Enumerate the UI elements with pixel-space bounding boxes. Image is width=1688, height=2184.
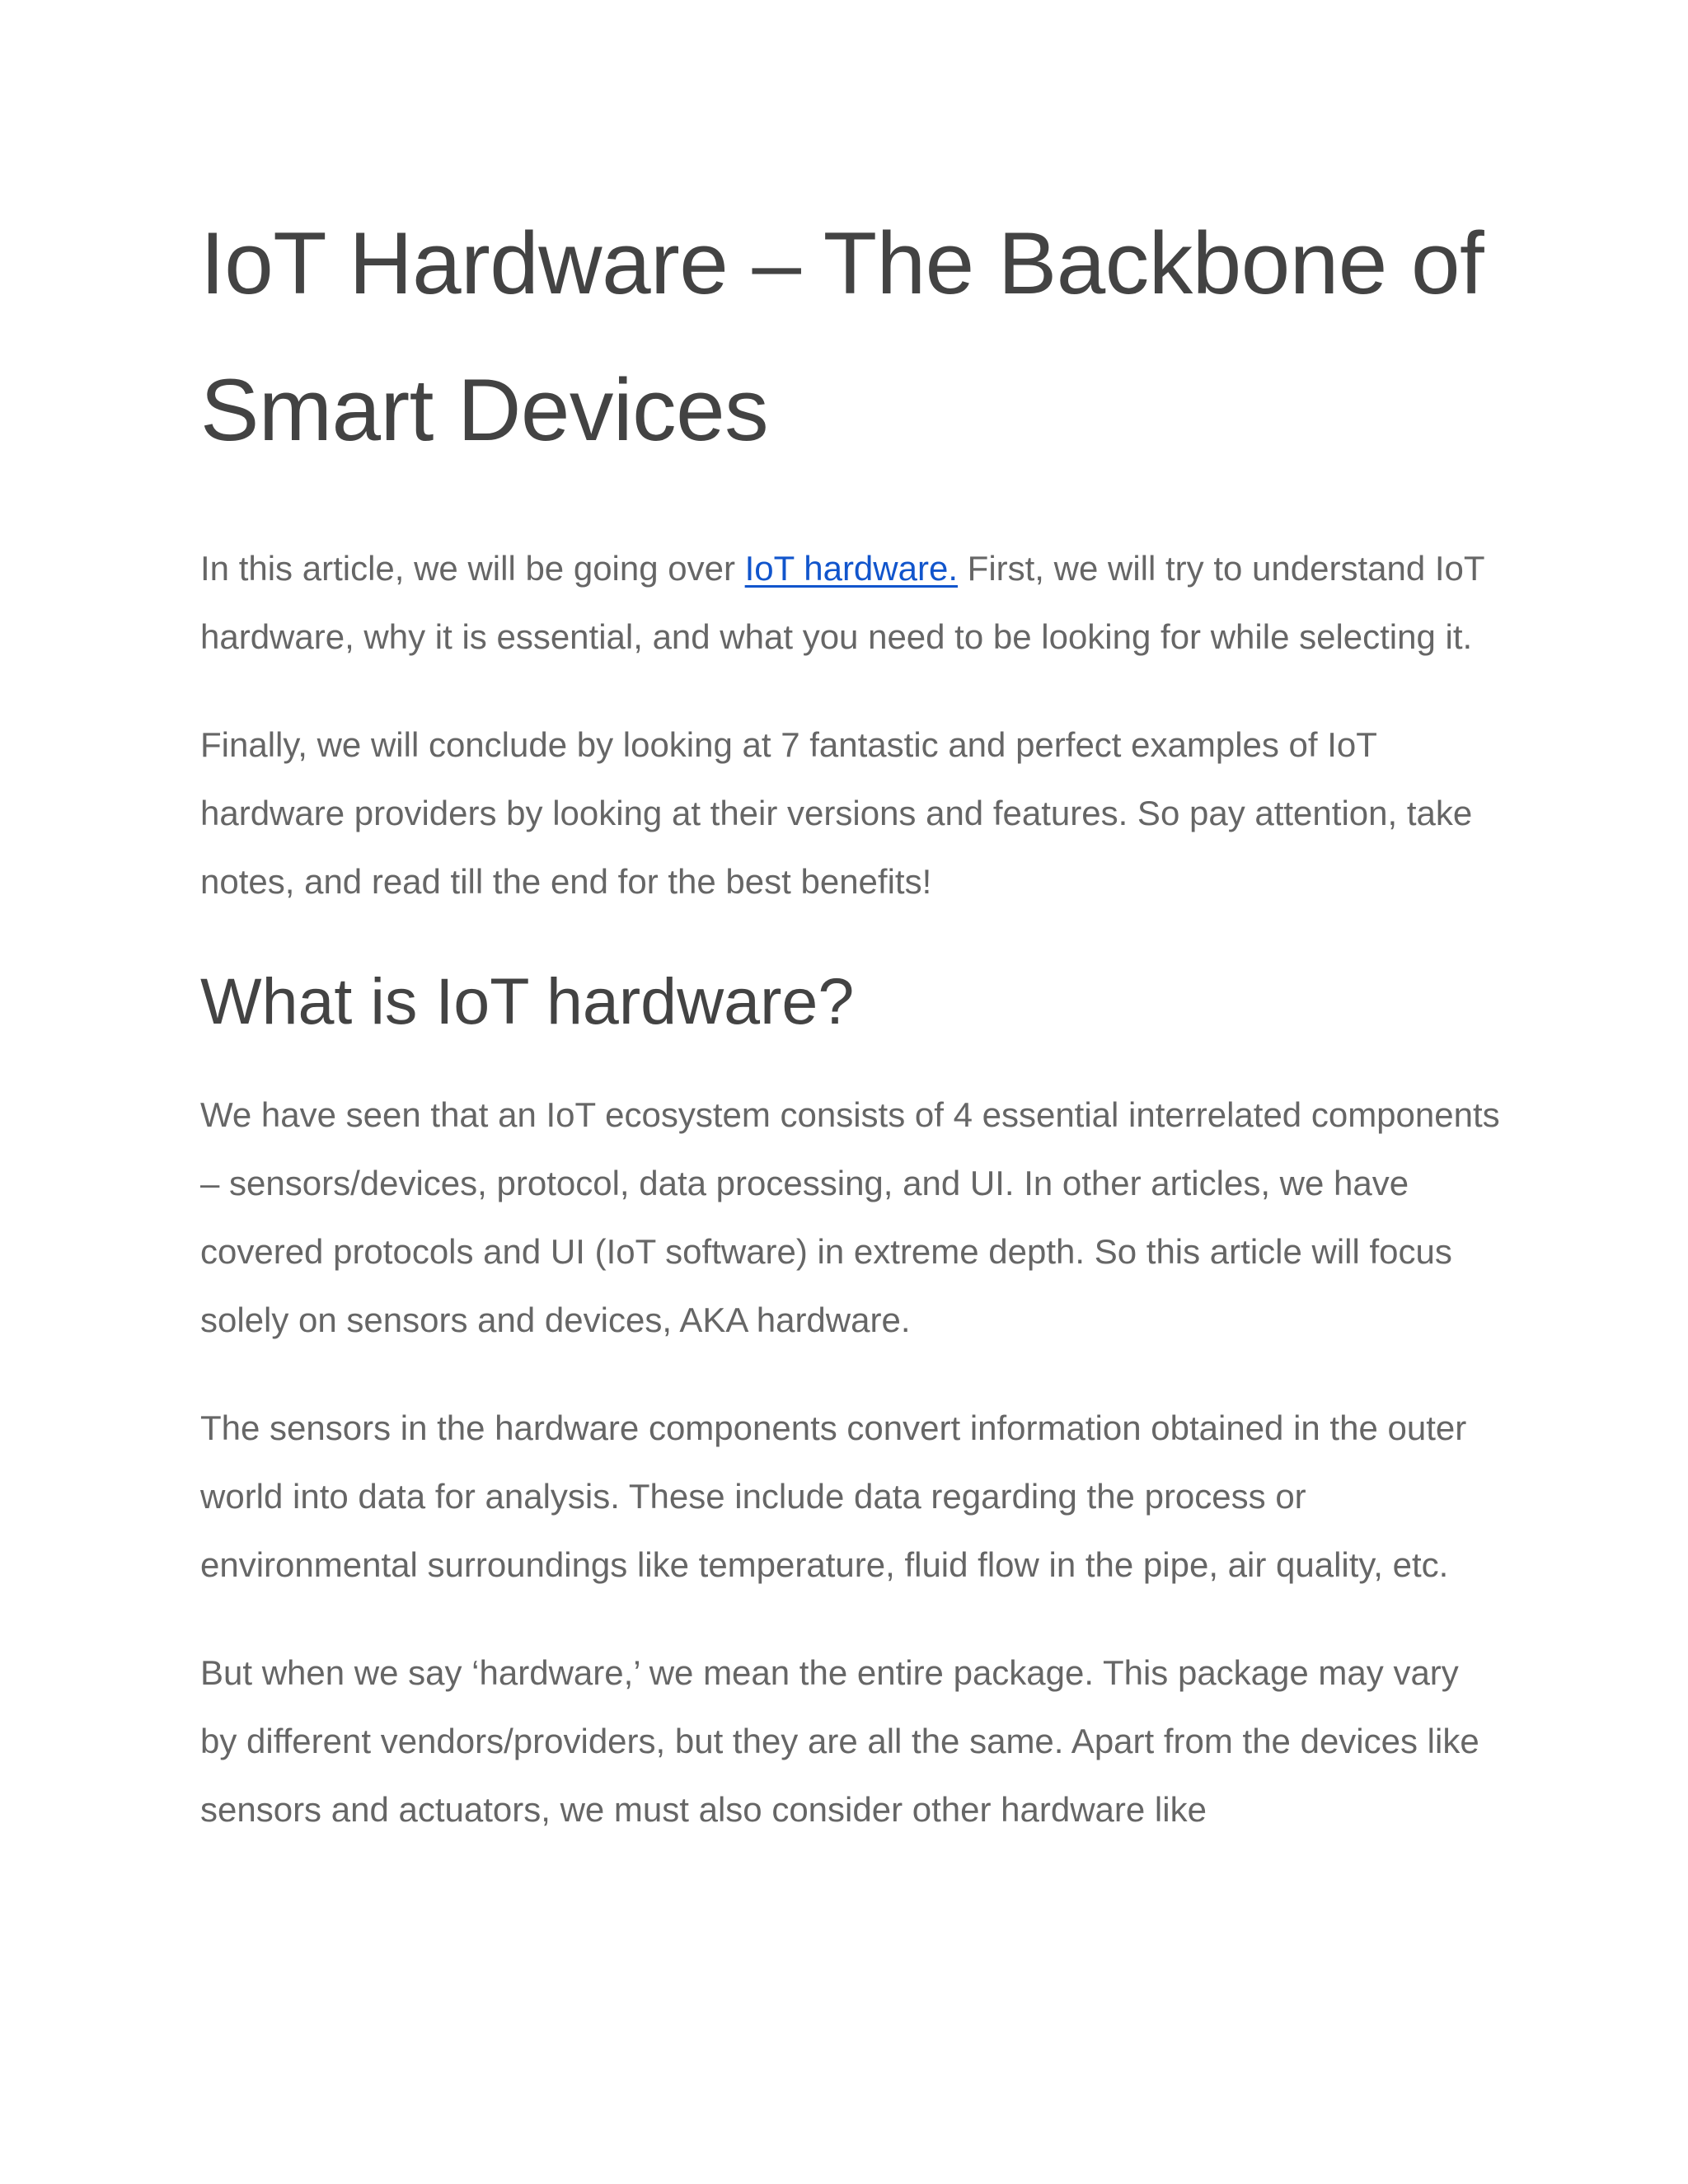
iot-hardware-link[interactable]: IoT hardware. bbox=[744, 549, 958, 588]
section-heading: What is IoT hardware? bbox=[200, 964, 855, 1038]
intro-text-start: In this article, we will be going over bbox=[200, 549, 745, 588]
intro-paragraph bbox=[200, 534, 1503, 671]
document-page bbox=[200, 190, 1503, 1844]
conclusion-preview-paragraph: Finally, we will conclude by looking at 7 fantastic and perfect examples of IoT hardware providers by looking at their versions and features. So pay attention, take notes, and read till the end for the best benefits! bbox=[200, 725, 1473, 901]
document-title: IoT Hardware – The Backbone of Smart Devices bbox=[200, 213, 1484, 459]
sensors-paragraph: The sensors in the hardware components convert information obtained in the outer world into data for analysis. These include data regarding the process or environmental surroundings like temperature, fluid flow in the pipe, air quality, etc. bbox=[200, 1408, 1467, 1584]
hardware-package-paragraph: But when we say ‘hardware,’ we mean the entire package. This package may vary by different vendors/providers, but they are all the same. Apart from the devices like sensors and actuators, we must also consider other hardware like bbox=[200, 1653, 1479, 1829]
intro-text-end: First, we will try to understand IoT hardware, why it is essential, and what you need to be looking for while selecting it. bbox=[200, 549, 1484, 656]
ecosystem-paragraph: We have seen that an IoT ecosystem consists of 4 essential interrelated components – sensors/devices, protocol, data processing, and UI. In other articles, we have covered protocols and UI (IoT software) in extreme depth. So this article will focus solely on sensors and devices, AKA hardware. bbox=[200, 1095, 1500, 1339]
